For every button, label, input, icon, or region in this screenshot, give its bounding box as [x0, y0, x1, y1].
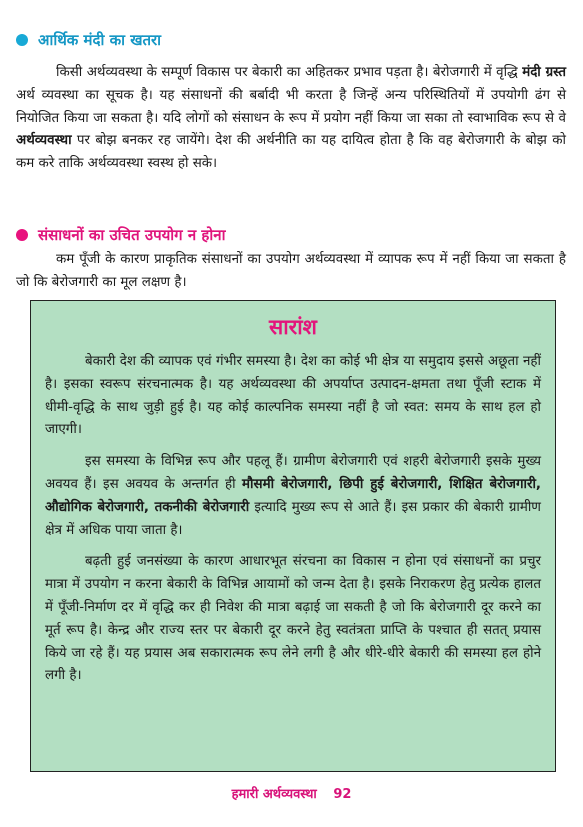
section-heading-economic-recession: [16, 30, 161, 50]
text-run: किसी अर्थव्यवस्था के सम्पूर्ण विकास पर बेकारी का अहितकर प्रभाव पड़ता है। बेरोजगारी में वृद्धि: [56, 65, 523, 80]
text-run: इस समस्या के विभिन्न रूप और पहलू हैं। ग्रामीण बेरोजगारी एवं शहरी बेरोजगारी इसके मुख्य अवयव हैं। इस अवयव के अन्तर्गत ही: [45, 454, 541, 492]
bullet-icon: [16, 229, 28, 241]
section-heading-resource-use: [16, 225, 225, 245]
text-run: अर्थ व्यवस्था का सूचक है। यह संसाधनों की बर्बादी भी करता है जिन्हें अन्य परिस्थितियों में उपयोगी ढंग से नियोजित किया जा सकता है। यदि लोगों को संसाधन के रूप में प्रयोग नहीं किया जा सका तो स्वाभाविक रूप से वे: [16, 87, 566, 126]
text-run: इत्यादि मुख्य रूप से आते हैं। इस प्रकार की बेकारी ग्रामीण क्षेत्र में अधिक पाया जाता है।: [45, 499, 541, 538]
bold-term: मंदी ग्रस्त: [522, 65, 566, 80]
summary-title: सारांश: [269, 315, 317, 339]
bold-term: मौसमी बेरोजगारी, छिपी हुई बेरोजगारी, शिक्षित बेरोजगारी, औद्योगिक बेरोजगारी, तकनीकी बेरोजगारी: [45, 476, 542, 515]
page-footer: [0, 784, 583, 802]
section-heading-text: संसाधनों का उचित उपयोग न होना: [38, 226, 226, 244]
summary-paragraph-3: बढ़ती हुई जनसंख्या के कारण आधारभूत संरचना का विकास न होना एवं संसाधनों का प्रचुर मात्रा में उपयोग न करना बेकारी के विभिन्न आयामों को जन्म देता है। इसके निराकरण हेतु प्रत्येक हालत में पूँजी-निर्माण दर में वृद्धि कर ही निवेश की मात्रा बढ़ाई जा सकती है जो कि बेरोजगारी दूर करने का मूर्त रूप है। केन्द्र और राज्य स्तर पर बेकारी दूर करने हेतु स्वतंत्रता प्राप्ति के पश्चात ही सतत् प्रयास किये जा रहे हैं। यह प्रयास अब सकारात्मक रूप लेने लगी है और धीरे-धीरे बेकारी की समस्या हल होने लगी है।: [45, 554, 541, 684]
summary-paragraph-2: [45, 451, 541, 542]
section-heading-text: आर्थिक मंदी का खतरा: [38, 31, 162, 49]
text-run: पर बोझ बनकर रह जायेंगे। देश की अर्थनीति का यह दायित्व होता है कि वह बेरोजगारी के बोझ को कम करे ताकि अर्थव्यवस्था स्वस्थ हो सके।: [16, 133, 566, 172]
summary-box: [30, 300, 556, 772]
bullet-icon: [16, 34, 28, 46]
page-number: 92: [333, 787, 352, 802]
paragraph-economic-recession: [16, 62, 566, 176]
summary-paragraph-1: बेकारी देश की व्यापक एवं गंभीर समस्या है। देश का कोई भी क्षेत्र या समुदाय इससे अछूता नहीं है। इसका स्वरूप संरचनात्मक है। यह अर्थव्यवस्था की अपर्याप्त उत्पादन-क्षमता तथा पूँजी स्टाक में धीमी-वृद्धि के साथ जुड़ी हुई है। यह कोई काल्पनिक समस्या नहीं है जो स्वत: समय के साथ हल हो जाएगी।: [45, 354, 541, 438]
bold-term: अर्थव्यवस्था: [16, 133, 72, 149]
paragraph-resource-use: कम पूँजी के कारण प्राकृतिक संसाधनों का उपयोग अर्थव्यवस्था में व्यापक रूप में नहीं किया जा सकता है जो कि बेरोजगारी का मूल लक्षण है।: [16, 252, 566, 290]
footer-book-title: हमारी अर्थव्यवस्था: [231, 787, 317, 802]
